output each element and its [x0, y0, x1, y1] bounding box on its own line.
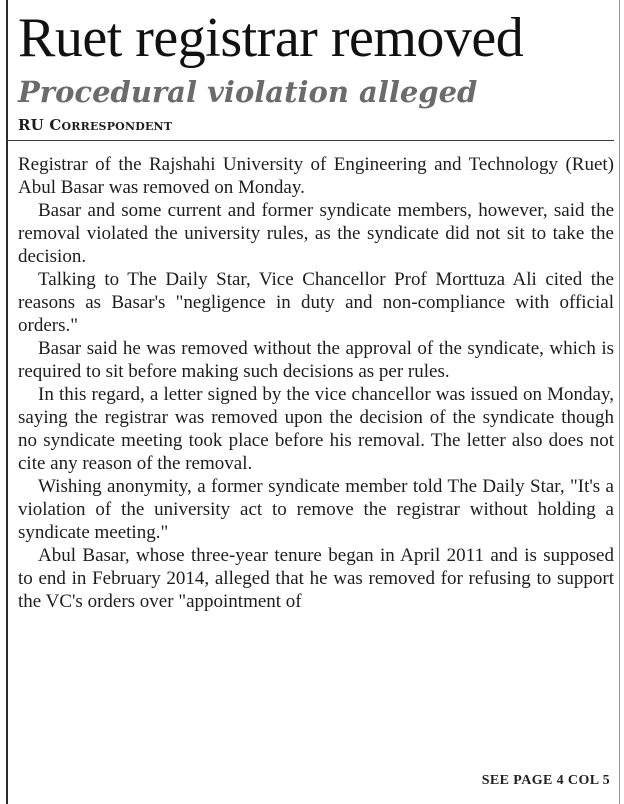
- subheadline: Procedural violation alleged: [18, 75, 478, 109]
- paragraph: Registrar of the Rajshahi University of Engineering and Technology (Ruet) Abul Basar was removed on Monday.: [18, 154, 614, 198]
- byline-divider: [6, 140, 614, 141]
- paragraph: Basar said he was removed without the approval of the syndicate, which is required to sit before making such decisions as per rules.: [18, 338, 614, 382]
- headline: Ruet registrar removed: [18, 7, 524, 69]
- paragraph: Abul Basar, whose three-year tenure began in April 2011 and is supposed to end in February 2014, alleged that he was removed for refusing to support the VC's orders over "appointment of: [18, 545, 614, 612]
- paragraph: Wishing anonymity, a former syndicate member told The Daily Star, "It's a violation of the university act to remove the registrar without holding a syndicate meeting.": [18, 476, 614, 543]
- byline: RU Correspondent: [18, 116, 173, 134]
- paragraph: Basar and some current and former syndicate members, however, said the removal violated the university rules, as the syndicate did not sit to take the decision.: [18, 200, 614, 267]
- paragraph: Talking to The Daily Star, Vice Chancellor Prof Morttuza Ali cited the reasons as Basar's "negligence in duty and non-compliance with official orders.": [18, 269, 614, 336]
- paragraph: In this regard, a letter signed by the vice chancellor was issued on Monday, saying the registrar was removed upon the decision of the syndicate though no syndicate meeting took place before his removal. The letter also does not cite any reason of the removal.: [18, 384, 614, 474]
- column-rule-right: [619, 0, 620, 804]
- column-rule-left: [6, 0, 8, 804]
- article-body: [18, 153, 614, 613]
- news-article: [18, 6, 614, 613]
- continuation-reference: SEE PAGE 4 COL 5: [481, 773, 610, 788]
